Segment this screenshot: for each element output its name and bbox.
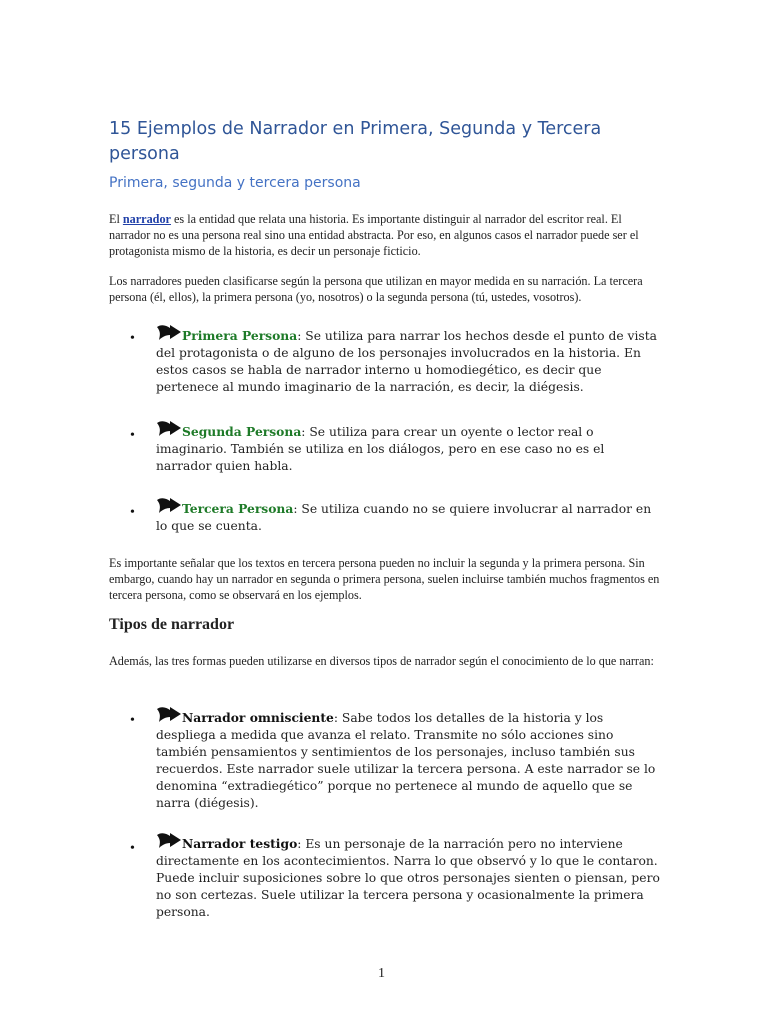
list-item-omnisciente xyxy=(156,705,662,812)
list-item-testigo xyxy=(156,831,662,921)
term-segunda-persona: Segunda Persona xyxy=(182,424,302,439)
pointing-hand-icon xyxy=(156,323,182,343)
classification-paragraph: Los narradores pueden clasificarse según la persona que utilizan en mayor medida en su narración. La tercera persona (él, ellos), la primera persona (yo, nosotros) o la segunda persona (tú, ustedes, vosotros). xyxy=(109,274,643,304)
bullet: • xyxy=(130,331,135,346)
bullet: • xyxy=(130,428,135,443)
pointing-hand-icon xyxy=(156,496,182,516)
note-paragraph: Es importante señalar que los textos en tercera persona pueden no incluir la segunda y la primera persona. Sin embargo, cuando hay un narrador en segunda o primera persona, suelen incluirse también muchos fragmentos en tercera persona, como se observará en los ejemplos. xyxy=(109,556,660,602)
tipos-intro-paragraph: Además, las tres formas pueden utilizarse en diversos tipos de narrador según el conocimiento de lo que narran: xyxy=(109,654,654,668)
narrador-link[interactable]: narrador xyxy=(122,212,171,226)
primera-desc: : Se utiliza para narrar los hechos desde el punto de vista del protagonista o de alguno de los personajes involucrados en la historia. En estos casos se habla de narrador interno u homodiegético, es decir que pertenece al mundo imaginario de la narración, es decir, la diégesis. xyxy=(156,329,658,394)
intro-suffix: es la entidad que relata una historia. Es importante distinguir al narrador del escritor real. El narrador no es una persona real sino una entidad abstracta. Por eso, en algunos casos el narrador puede ser el protagonista mismo de la historia, es decir un personaje ficticio. xyxy=(109,212,639,258)
page-title: 15 Ejemplos de Narrador en Primera, Segunda y Tercera persona xyxy=(109,119,602,164)
intro-paragraph xyxy=(109,211,661,259)
section-subtitle: Primera, segunda y tercera persona xyxy=(109,175,361,191)
list-item-tercera xyxy=(156,496,662,535)
term-narrador-testigo: Narrador testigo xyxy=(182,836,298,851)
segunda-desc: : Se utiliza para crear un oyente o lector real o imaginario. También se utiliza en los diálogos, pero en ese caso no es el narrador quien habla. xyxy=(156,425,605,473)
pointing-hand-icon xyxy=(156,419,182,439)
bullet: • xyxy=(130,841,135,856)
pointing-hand-icon xyxy=(156,705,182,725)
list-item-segunda xyxy=(156,419,662,475)
section-title-tipos: Tipos de narrador xyxy=(109,616,235,633)
omnisciente-desc: : Sabe todos los detalles de la historia y los despliega a medida que avanza el relato. Transmite no sólo acciones sino también pensamientos y sentimientos de los personajes, incluso también sus recuerdos. Este narrador suele utilizar la tercera persona. A este narrador se lo denomina “extradiegético” porque no pertenece al mundo de aquello que se narra (diégesis). xyxy=(156,711,656,810)
pointing-hand-icon xyxy=(156,831,182,851)
bullet: • xyxy=(130,713,135,728)
bullet: • xyxy=(130,505,135,520)
term-primera-persona: Primera Persona xyxy=(182,328,298,343)
page-number: 1 xyxy=(378,966,385,981)
tercera-desc: : Se utiliza cuando no se quiere involucrar al narrador en lo que se cuenta. xyxy=(156,502,652,533)
list-item-primera xyxy=(156,323,662,396)
term-narrador-omnisciente: Narrador omnisciente xyxy=(182,710,334,725)
testigo-desc: : Es un personaje de la narración pero no interviene directamente en los acontecimientos. Narra lo que observó y lo que le contaron. Puede incluir suposiciones sobre lo que otros personajes sienten o piensan, pero no son certezas. Suele utilizar la tercera persona y ocasionalmente la primera persona. xyxy=(156,837,660,919)
term-tercera-persona: Tercera Persona xyxy=(182,501,294,516)
intro-prefix: El xyxy=(109,212,123,226)
